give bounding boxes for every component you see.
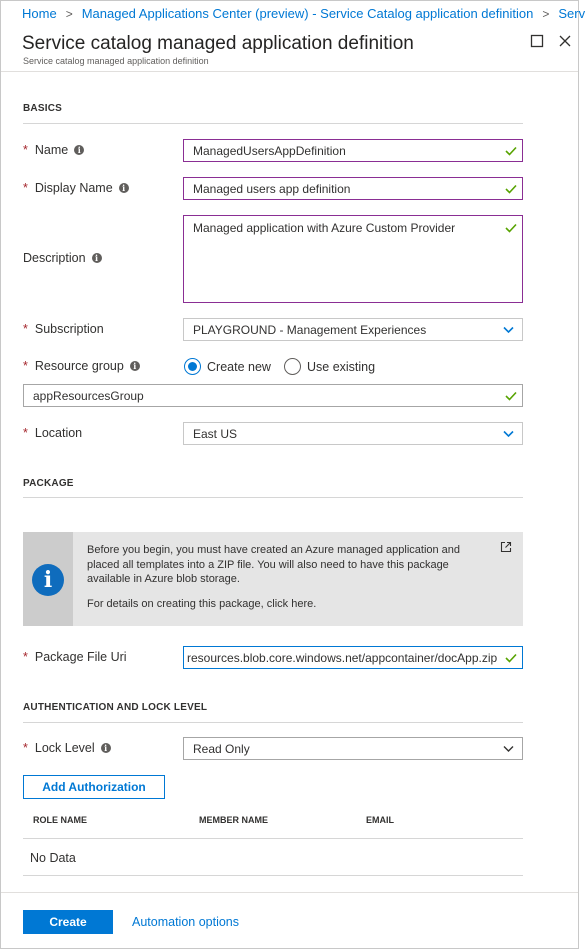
required-asterisk: * [23, 650, 28, 664]
name-label: * Name i [23, 143, 84, 157]
display-name-input[interactable]: Managed users app definition [183, 177, 523, 200]
breadcrumb-managed-apps-center[interactable]: Managed Applications Center (preview) - Service Catalog application definition [81, 6, 534, 21]
table-bottom-divider [23, 875, 523, 876]
info-icon[interactable]: i [130, 361, 140, 371]
required-asterisk: * [23, 359, 28, 373]
checkmark-icon [505, 391, 517, 401]
lock-level-select[interactable]: Read Only [183, 737, 523, 760]
location-label: * Location [23, 426, 83, 440]
section-divider [23, 722, 523, 723]
footer-divider [1, 892, 578, 893]
column-email[interactable]: EMAIL [366, 815, 394, 825]
section-divider [23, 497, 523, 498]
section-basics: BASICS [23, 103, 62, 114]
required-asterisk: * [23, 426, 28, 440]
automation-options-link[interactable]: Automation options [132, 915, 240, 929]
chevron-down-icon [503, 326, 514, 334]
subscription-select[interactable]: PLAYGROUND - Management Experiences [183, 318, 523, 341]
description-label: Description i [23, 251, 102, 265]
section-package: PACKAGE [23, 478, 74, 489]
required-asterisk: * [23, 181, 28, 195]
radio-create-new-label[interactable]: Create new [207, 360, 271, 374]
breadcrumb [0, 0, 585, 28]
radio-use-existing-label[interactable]: Use existing [307, 360, 376, 374]
checkmark-icon [505, 223, 517, 233]
display-name-label: * Display Name i [23, 181, 129, 195]
info-box-link-text[interactable]: For details on creating this package, click here. [87, 597, 317, 610]
create-button[interactable]: Create [23, 910, 113, 934]
package-info-box [23, 532, 523, 626]
name-input[interactable]: ManagedUsersAppDefinition [183, 139, 523, 162]
required-asterisk: * [23, 143, 28, 157]
checkmark-icon [505, 653, 517, 663]
info-icon[interactable]: i [101, 743, 111, 753]
header-divider [1, 71, 578, 72]
checkmark-icon [505, 184, 517, 194]
maximize-icon[interactable] [530, 34, 544, 48]
section-authentication: AUTHENTICATION AND LOCK LEVEL [23, 702, 208, 713]
package-file-uri-input[interactable]: resources.blob.core.windows.net/appcontainer/docApp.zip [183, 646, 523, 669]
info-icon[interactable]: i [92, 253, 102, 263]
blade-subtitle: Service catalog managed application definition [23, 56, 209, 66]
breadcrumb-current[interactable]: Serv [558, 6, 585, 21]
empty-table-text: No Data [30, 851, 76, 865]
column-role-name[interactable]: ROLE NAME [33, 815, 87, 825]
breadcrumb-home[interactable]: Home [22, 6, 57, 21]
chevron-right-icon: > [542, 7, 550, 21]
description-textarea[interactable]: Managed application with Azure Custom Provider [183, 215, 523, 303]
subscription-label: * Subscription [23, 322, 104, 336]
resource-group-label: * Resource group i [23, 359, 140, 373]
info-box-text: Before you begin, you must have created an Azure managed application and placed all templates into a ZIP file. You will also need to have this package available in Azure blob storage. [87, 544, 461, 585]
section-divider [23, 123, 523, 124]
info-icon[interactable]: i [119, 183, 129, 193]
external-link-icon[interactable] [500, 541, 512, 553]
column-member-name[interactable]: MEMBER NAME [199, 815, 268, 825]
chevron-right-icon: > [65, 7, 73, 21]
required-asterisk: * [23, 741, 28, 755]
location-select[interactable]: East US [183, 422, 523, 445]
chevron-down-icon [503, 745, 514, 753]
add-authorization-button[interactable]: Add Authorization [23, 775, 165, 799]
info-circle-icon: i [32, 564, 64, 596]
blade-title: Service catalog managed application definition [22, 33, 414, 54]
chevron-down-icon [503, 430, 514, 438]
info-icon[interactable]: i [74, 145, 84, 155]
required-asterisk: * [23, 322, 28, 336]
package-file-uri-label: * Package File Uri [23, 650, 127, 664]
radio-use-existing[interactable] [284, 358, 301, 375]
checkmark-icon [505, 146, 517, 156]
resource-group-input[interactable]: appResourcesGroup [23, 384, 523, 407]
close-icon[interactable] [558, 34, 572, 48]
lock-level-label: * Lock Level i [23, 741, 111, 755]
radio-create-new[interactable] [184, 358, 201, 375]
table-header-divider [23, 838, 523, 839]
